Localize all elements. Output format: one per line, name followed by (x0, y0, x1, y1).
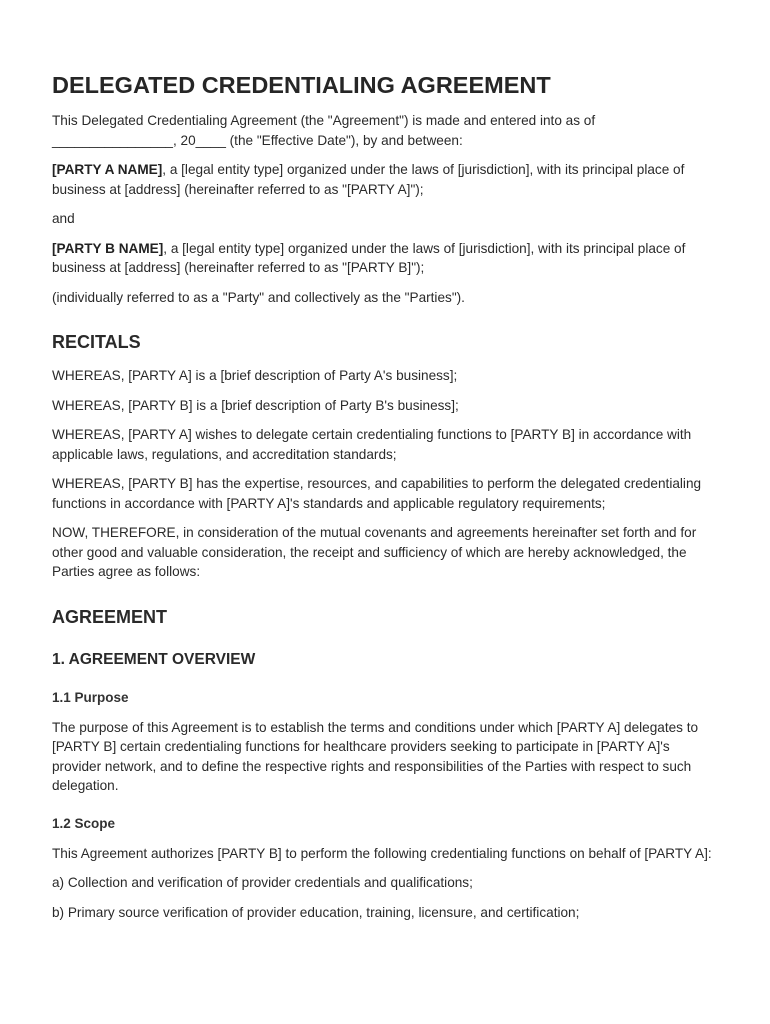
recital-item: WHEREAS, [PARTY A] wishes to delegate certain credentialing functions to [PARTY B] in accordance with applicable laws, regulations, and accreditation standards; (52, 427, 692, 462)
section-1-heading: 1. AGREEMENT OVERVIEW (52, 650, 256, 668)
party-a-paragraph (52, 160, 720, 199)
scope-paragraph: This Agreement authorizes [PARTY B] to perform the following credentialing functions on behalf of [PARTY A]: (52, 845, 712, 861)
party-a-description: , a [legal entity type] organized under the laws of [jurisdiction], with its principal place of business at [address] (hereinafter referred to as "[PARTY A]"); (52, 162, 685, 197)
scope-item: b) Primary source verification of provider education, training, licensure, and certification; (52, 904, 580, 920)
agreement-heading: AGREEMENT (52, 606, 168, 627)
recital-item: WHEREAS, [PARTY A] is a [brief description of Party A's business]; (52, 368, 458, 383)
scope-item: a) Collection and verification of provider credentials and qualifications; (52, 875, 473, 890)
purpose-paragraph: The purpose of this Agreement is to establish the terms and conditions under which [PARTY A] delegates to [PARTY B] certain credentialing functions for healthcare providers seeking to participate in [PARTY A]'s provider network, and to define the respective rights and responsibilities of the Parties with respect to such delegation. (52, 719, 699, 793)
recital-item: WHEREAS, [PARTY B] is a [brief description of Party B's business]; (52, 397, 459, 413)
parties-note: (individually referred to as a "Party" and collectively as the "Parties"). (52, 289, 465, 305)
intro-paragraph: This Delegated Credentialing Agreement (the "Agreement") is made and entered into as of ________________, 20____ (the "Effective Date"), by and between: (52, 113, 596, 148)
document-page (52, 70, 720, 922)
recital-item: WHEREAS, [PARTY B] has the expertise, resources, and capabilities to perform the delegated credentialing functions in accordance with [PARTY A]'s standards and applicable regulatory requirements; (52, 476, 702, 511)
party-a-name: [PARTY A NAME] (52, 162, 163, 177)
purpose-heading: 1.1 Purpose (52, 689, 129, 705)
recitals-heading: RECITALS (52, 332, 141, 352)
party-b-paragraph (52, 239, 720, 278)
party-b-description: , a [legal entity type] organized under the laws of [jurisdiction], with its principal place of business at [address] (hereinafter referred to as "[PARTY B]"); (52, 240, 686, 275)
and-text: and (52, 211, 75, 226)
scope-heading: 1.2 Scope (52, 815, 116, 831)
recital-item: NOW, THEREFORE, in consideration of the mutual covenants and agreements hereinafter set forth and for other good and valuable consideration, the receipt and sufficiency of which are hereby acknowledged, the Parties agree as follows: (52, 525, 697, 579)
party-b-name: [PARTY B NAME] (52, 240, 164, 256)
document-title: DELEGATED CREDENTIALING AGREEMENT (52, 72, 551, 98)
